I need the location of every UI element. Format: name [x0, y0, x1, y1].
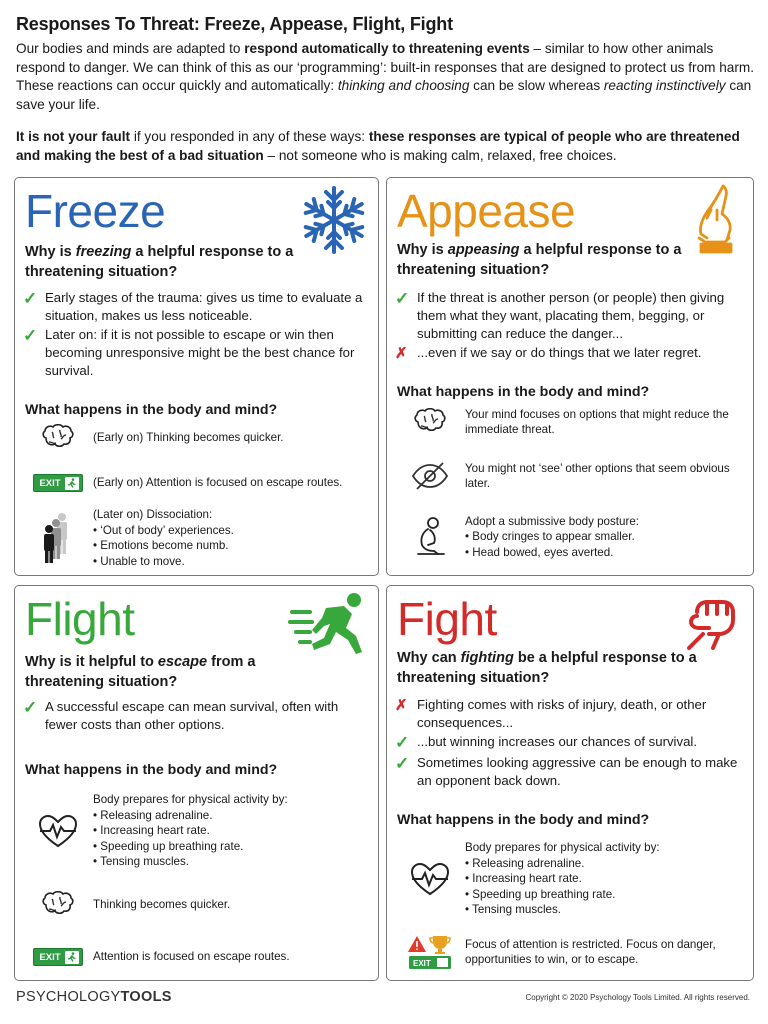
question-text: be a helpful response to a threatening situation? — [397, 650, 697, 686]
flight-reasons — [23, 698, 370, 735]
svg-text:EXIT: EXIT — [413, 959, 431, 968]
reason-item — [23, 326, 370, 380]
effect-line: Adopt a submissive body posture: — [465, 514, 640, 528]
effect-line: • Emotions become numb. — [93, 539, 229, 552]
effect-text-multi — [465, 514, 639, 561]
reason-item — [395, 696, 745, 732]
reason-text: Early stages of the trauma: gives us time to evaluate a situation, makes us less noticeable. — [45, 290, 363, 323]
reason-item — [395, 733, 745, 753]
effect-text: Attention is focused on escape routes. — [93, 950, 290, 964]
cross-icon: ✗ — [395, 345, 408, 362]
effect-line: • Speeding up breathing rate. — [465, 887, 616, 901]
effect-text: (Early on) Attention is focused on escape routes. — [93, 476, 343, 490]
psychology-tools-logo — [16, 989, 172, 1005]
intro-italic: reacting instinctively — [603, 78, 726, 93]
effect-line: • Body cringes to appear smaller. — [465, 530, 635, 544]
fight-reasons — [395, 696, 745, 791]
freeze-card — [14, 177, 379, 576]
question-emphasis: appeasing — [447, 242, 520, 258]
reason-text: Sometimes looking aggressive can be enough to make an opponent back down. — [417, 755, 738, 788]
effect-text-multi — [465, 840, 660, 918]
effect-line: • Tensing muscles. — [93, 855, 189, 869]
not-your-fault-paragraph — [16, 128, 756, 165]
brain-icon — [40, 891, 76, 919]
reason-text: A successful escape can mean survival, often with fewer costs than other options. — [45, 699, 339, 732]
copyright-notice: Copyright © 2020 Psychology Tools Limited. All rights reserved. — [525, 993, 750, 1002]
effect-line: Body prepares for physical activity by: — [465, 841, 660, 855]
effect-line: • Speeding up breathing rate. — [93, 839, 244, 853]
intro-paragraph — [16, 40, 756, 114]
intro-bold: It is not your fault — [16, 129, 131, 144]
effect-line: • Head bowed, eyes averted. — [465, 545, 614, 559]
intro-text: – not someone who is making calm, relaxed, free choices. — [263, 147, 617, 163]
intro-text: can save your life. — [16, 78, 752, 112]
effect-text: (Early on) Thinking becomes quicker. — [93, 431, 284, 445]
intro-text: can be slow whereas — [469, 78, 604, 93]
effect-line: • Increasing heart rate. — [465, 872, 582, 886]
warning-trophy-icon — [407, 934, 453, 970]
effect-line: • Tensing muscles. — [465, 903, 561, 917]
question-text: a helpful response to a threatening situation? — [397, 242, 682, 278]
question-emphasis: freezing — [75, 244, 132, 260]
question-text: Why is it helpful to — [25, 654, 158, 670]
question-text: a helpful response to a threatening situation? — [25, 244, 294, 280]
fight-effect-row — [395, 932, 745, 972]
freeze-title: Freeze — [25, 185, 166, 237]
question-text: from a threatening situation? — [25, 654, 256, 690]
effect-line: • Increasing heart rate. — [93, 824, 210, 838]
appease-title: Appease — [397, 185, 576, 237]
check-icon: ✓ — [23, 698, 38, 717]
freeze-effect-row — [23, 422, 370, 454]
page-title: Responses To Threat: Freeze, Appease, Flight, Fight — [16, 14, 453, 34]
running-person-icon — [288, 592, 372, 660]
intro-text: if you responded in any of these ways: — [130, 129, 369, 144]
effect-text: Thinking becomes quicker. — [93, 898, 231, 912]
flight-effect-row — [23, 888, 370, 922]
flight-subhead: What happens in the body and mind? — [25, 762, 278, 778]
fight-question — [397, 648, 717, 688]
intro-text: – similar to how other animals respond to danger. We can think of this as our ‘programming’: built-in responses that are designed to protect us from harm. These reactions can occur quickly and automatically: — [16, 41, 754, 93]
effect-text-multi — [93, 507, 234, 569]
check-icon: ✓ — [395, 754, 410, 773]
check-icon: ✓ — [395, 289, 410, 308]
logo-text-bold: TOOLS — [120, 989, 172, 1005]
question-emphasis: escape — [157, 654, 208, 670]
reason-text: Later on: if it is not possible to escape or win then becoming unresponsive might be the best chance for survival. — [45, 327, 355, 378]
appease-effect-row — [395, 458, 745, 494]
cringing-person-icon — [412, 516, 448, 558]
reason-item — [395, 754, 745, 790]
brain-icon — [40, 424, 76, 452]
flight-effect-row — [23, 790, 370, 872]
reason-item — [395, 289, 745, 343]
effect-line: • Unable to move. — [93, 554, 185, 568]
snowflake-icon — [298, 184, 370, 256]
reason-text: Fighting comes with risks of injury, death, or other consequences... — [417, 697, 707, 730]
intro-bold: respond automatically to threatening events — [244, 41, 530, 56]
exit-sign-icon — [33, 948, 82, 966]
intro-text: Our bodies and minds are adapted to — [16, 41, 245, 56]
reason-text: If the threat is another person (or people) then giving them what they want, placating them, begging, or submitting can reduce the danger... — [417, 290, 725, 341]
logo-text: PSYCHOLOGY — [16, 989, 121, 1005]
flight-effect-row — [23, 946, 370, 968]
brain-icon — [412, 408, 448, 436]
intro-italic: thinking and choosing — [337, 78, 470, 93]
appease-subhead: What happens in the body and mind? — [397, 384, 650, 400]
exit-label: EXIT — [39, 477, 61, 489]
effect-line: Body prepares for physical activity by: — [93, 793, 288, 807]
exit-sign-icon — [33, 474, 82, 492]
heart-rate-icon — [410, 862, 450, 896]
question-text: Why is — [25, 244, 76, 260]
freeze-reasons — [23, 289, 370, 381]
check-icon: ✓ — [395, 733, 410, 752]
question-emphasis: fighting — [460, 650, 514, 666]
reason-text: ...even if we say or do things that we later regret. — [417, 345, 702, 360]
freeze-effect-row — [23, 506, 370, 570]
freeze-subhead: What happens in the body and mind? — [25, 402, 278, 418]
appease-effect-row — [395, 512, 745, 562]
intro-bold: these responses are typical of people who are threatened and making the best of a bad situation — [16, 129, 740, 163]
appease-question — [397, 240, 697, 280]
effect-line: • ‘Out of body’ experiences. — [93, 523, 234, 537]
freeze-effect-row — [23, 472, 370, 494]
flight-card — [14, 585, 379, 981]
effect-text: You might not ‘see’ other options that seem obvious later. — [465, 461, 730, 490]
check-icon: ✓ — [23, 326, 38, 345]
appease-effect-row — [395, 404, 745, 440]
effect-line: (Later on) Dissociation: — [93, 508, 213, 521]
page-header — [16, 14, 756, 165]
reason-item — [395, 344, 745, 364]
exit-label: EXIT — [39, 951, 61, 963]
freeze-question — [25, 242, 295, 282]
reason-item — [23, 289, 370, 325]
flight-title: Flight — [25, 593, 135, 645]
reason-text: ...but winning increases our chances of survival. — [417, 734, 698, 749]
fight-subhead: What happens in the body and mind? — [397, 812, 650, 828]
fight-title: Fight — [397, 593, 497, 645]
eye-crossed-icon — [410, 461, 450, 491]
dissociation-figures-icon — [40, 512, 76, 564]
check-icon: ✓ — [23, 289, 38, 308]
question-text: Why can — [397, 650, 461, 666]
effect-line: • Releasing adrenaline. — [93, 808, 213, 822]
effect-line: • Releasing adrenaline. — [465, 856, 585, 870]
appease-reasons — [395, 289, 745, 365]
fight-effect-row — [395, 838, 745, 920]
reason-item — [23, 698, 370, 734]
heart-rate-icon — [38, 814, 78, 848]
effect-text-multi — [93, 792, 288, 870]
raised-fist-icon — [679, 590, 745, 650]
flight-question — [25, 652, 305, 692]
question-text: Why is — [397, 242, 448, 258]
effect-text: Focus of attention is restricted. Focus on danger, opportunities to win, or to escape. — [465, 937, 716, 966]
cross-icon: ✗ — [395, 697, 408, 714]
appease-card — [386, 177, 754, 576]
effect-text: Your mind focuses on options that might reduce the immediate threat. — [465, 407, 729, 436]
fight-card — [386, 585, 754, 981]
